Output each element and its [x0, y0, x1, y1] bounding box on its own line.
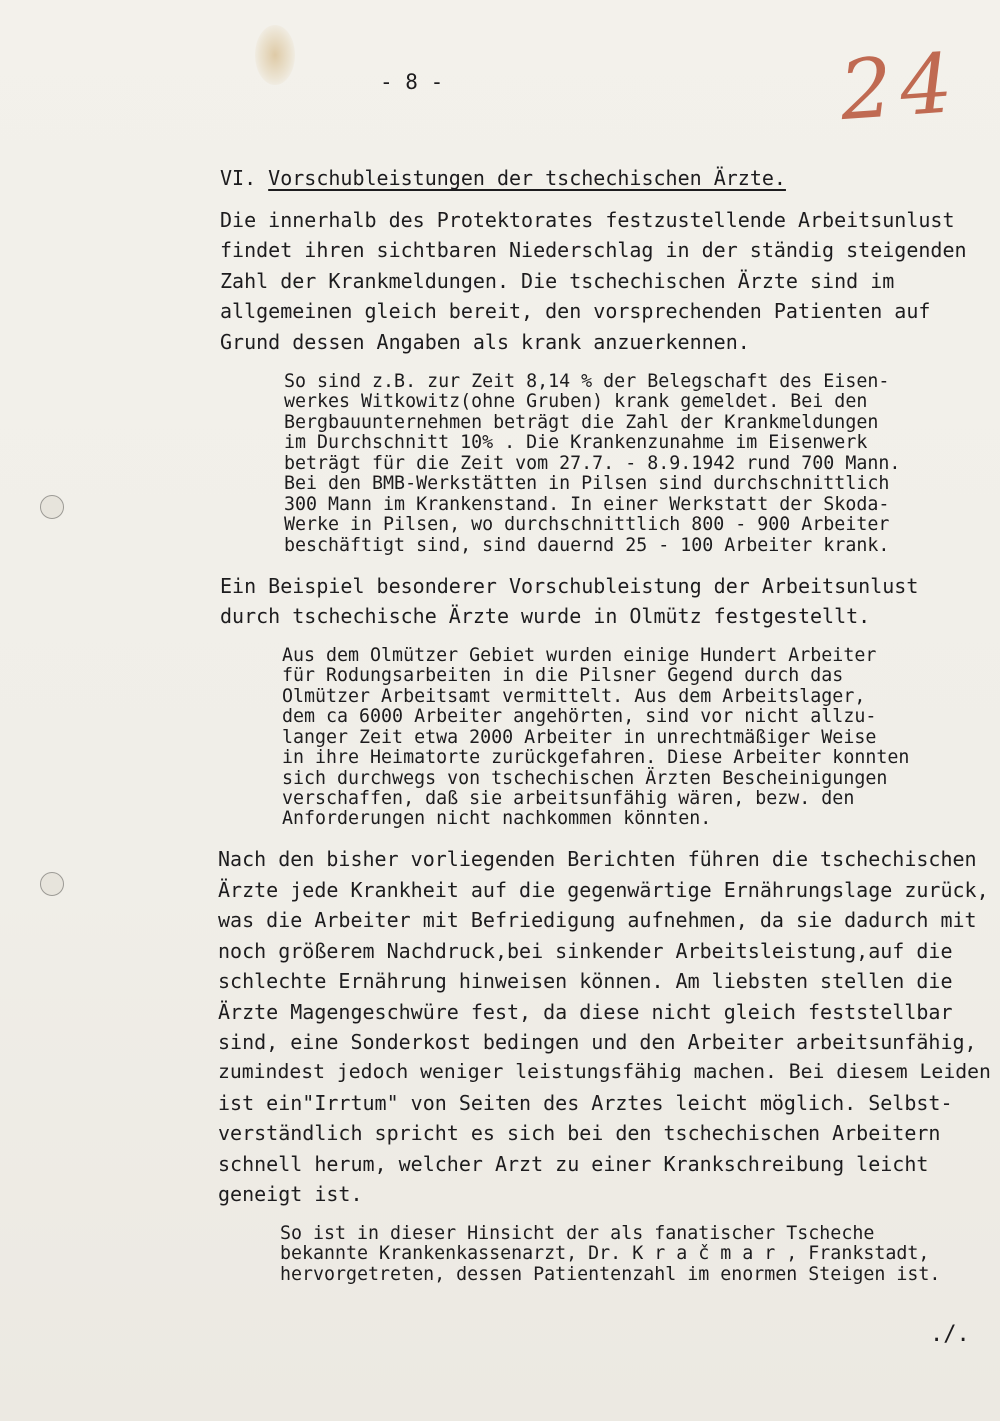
quote-line: verschaffen, daß sie arbeitsunfähig wären, bezw. den: [282, 788, 855, 809]
quote-line: 300 Mann im Krankenstand. In einer Werkstatt der Skoda-: [284, 494, 890, 515]
quote-line: dem ca 6000 Arbeiter angehörten, sind vor nicht allzu-: [282, 706, 877, 727]
paragraph-line: ist ein"Irrtum" von Seiten des Arztes leicht möglich. Selbst-: [218, 1091, 953, 1115]
handwritten-folio-number: 24: [836, 35, 964, 140]
paragraph-line: durch tschechische Ärzte wurde in Olmütz festgestellt.: [220, 604, 871, 628]
quote-line: langer Zeit etwa 2000 Arbeiter in unrechtmäßiger Weise: [282, 727, 877, 748]
paragraph-line: zumindest jedoch weniger leistungsfähig machen. Bei diesem Leiden: [218, 1060, 991, 1083]
quote-line: beträgt für die Zeit vom 27.7. - 8.9.1942 rund 700 Mann.: [284, 453, 901, 474]
paragraph-line: Grund dessen Angaben als krank anzuerkennen.: [220, 330, 750, 354]
paragraph-line: Zahl der Krankmeldungen. Die tschechischen Ärzte sind im: [220, 269, 895, 293]
paper-stain: [255, 25, 295, 85]
quote-line: Olmützer Arbeitsamt vermittelt. Aus dem Arbeitslager,: [282, 686, 866, 707]
quote-line: sich durchwegs von tschechischen Ärzten Bescheinigungen: [282, 768, 888, 789]
quote-line: So sind z.B. zur Zeit 8,14 % der Belegschaft des Eisen-: [284, 371, 890, 392]
quote-line: beschäftigt sind, sind dauernd 25 - 100 Arbeiter krank.: [284, 535, 890, 556]
section-numeral: VI.: [220, 166, 257, 190]
paragraph-line: was die Arbeiter mit Befriedigung aufnehmen, da sie dadurch mit: [218, 908, 977, 932]
quote-line: bekannte Krankenkassenarzt, Dr. K r a č m a r , Frankstadt,: [280, 1243, 930, 1264]
quote-line: für Rodungsarbeiten in die Pilsner Gegend durch das: [282, 665, 844, 686]
quote-line: Bei den BMB-Werkstätten in Pilsen sind durchschnittlich: [284, 473, 890, 494]
continuation-mark: ./.: [930, 1322, 970, 1347]
paragraph-line: verständlich spricht es sich bei den tschechischen Arbeitern: [218, 1121, 941, 1145]
quote-line: Anforderungen nicht nachkommen könnten.: [282, 808, 712, 829]
section-heading: [220, 168, 786, 188]
paragraph-line: Die innerhalb des Protektorates festzustellende Arbeitsunlust: [220, 208, 955, 232]
paragraph-line: schlechte Ernährung hinweisen können. Am liebsten stellen die: [218, 969, 953, 993]
quote-line: Bergbauunternehmen beträgt die Zahl der Krankmeldungen: [284, 412, 879, 433]
page-number: - 8 -: [380, 70, 444, 94]
quote-line: im Durchschnitt 10% . Die Krankenzunahme im Eisenwerk: [284, 432, 868, 453]
paragraph-line: geneigt ist.: [218, 1182, 363, 1206]
paragraph-line: allgemeinen gleich bereit, den vorsprechenden Patienten auf: [220, 299, 931, 323]
quote-line: werkes Witkowitz(ohne Gruben) krank gemeldet. Bei den: [284, 391, 868, 412]
paragraph-line: sind, eine Sonderkost bedingen und den Arbeiter arbeitsunfähig,: [218, 1030, 977, 1054]
quote-line: Aus dem Olmützer Gebiet wurden einige Hundert Arbeiter: [282, 645, 877, 666]
paragraph-line: noch größerem Nachdruck,bei sinkender Arbeitsleistung,auf die: [218, 939, 953, 963]
paragraph-line: Nach den bisher vorliegenden Berichten führen die tschechischen: [218, 847, 977, 871]
punch-hole-icon: [40, 872, 64, 896]
section-title: Vorschubleistungen der tschechischen Ärzte.: [268, 166, 786, 190]
paragraph-line: Ärzte Magengeschwüre fest, da diese nicht gleich feststellbar: [218, 1000, 953, 1024]
quote-line: So ist in dieser Hinsicht der als fanatischer Tscheche: [280, 1223, 875, 1244]
quote-line: in ihre Heimatorte zurückgefahren. Diese Arbeiter konnten: [282, 747, 910, 768]
quote-line: Werke in Pilsen, wo durchschnittlich 800 - 900 Arbeiter: [284, 514, 890, 535]
paragraph-line: Ein Beispiel besonderer Vorschubleistung der Arbeitsunlust: [220, 574, 919, 598]
paragraph-line: Ärzte jede Krankheit auf die gegenwärtige Ernährungslage zurück,: [218, 878, 989, 902]
paragraph-line: findet ihren sichtbaren Niederschlag in der ständig steigenden: [220, 238, 967, 262]
punch-hole-icon: [40, 495, 64, 519]
paragraph-line: schnell herum, welcher Arzt zu einer Krankschreibung leicht: [218, 1152, 929, 1176]
quote-line: hervorgetreten, dessen Patientenzahl im enormen Steigen ist.: [280, 1264, 941, 1285]
